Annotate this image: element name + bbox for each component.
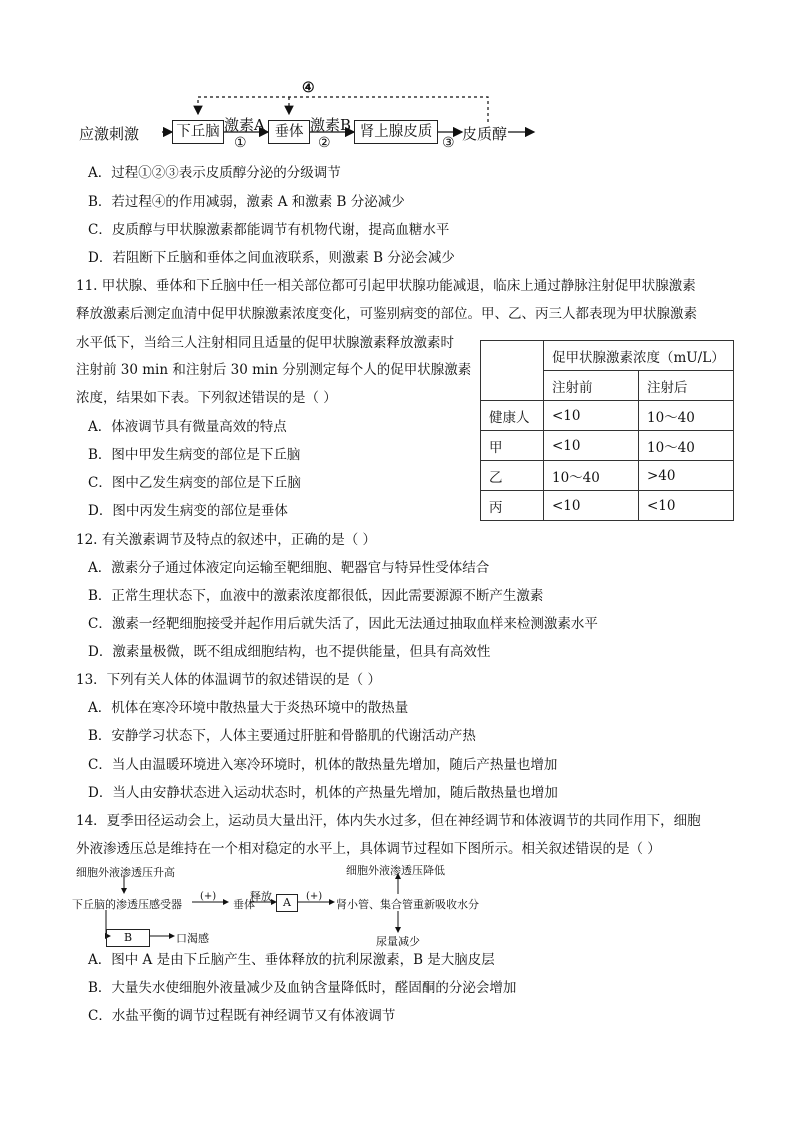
tsh-concentration-table <box>480 340 734 521</box>
release-label: 释放 <box>250 890 272 903</box>
row-name: 甲 <box>481 431 544 461</box>
osmotic-pressure-rise-label: 细胞外液渗透压升高 <box>76 866 175 879</box>
table-row <box>481 431 734 461</box>
row-before: <10 <box>544 491 639 521</box>
q11-stem-line-1: 11. 甲状腺、垂体和下丘脑中任一相关部位都可引起甲状腺功能减退，临床上通过静脉注射促甲状腺激素 <box>76 278 696 294</box>
hormone-a-label: 激素A <box>224 116 265 134</box>
stress-stimulus-label: 应激刺激 <box>79 125 140 143</box>
q14-option-b: B．大量失水使细胞外液量减少及血钠含量降低时，醛固酮的分泌会增加 <box>88 980 517 996</box>
q11-option-d: D．图中丙发生病变的部位是垂体 <box>88 503 288 519</box>
q13-option-b: B．安静学习状态下，人体主要通过肝脏和骨骼肌的代谢活动产热 <box>88 728 476 744</box>
urine-decrease-label: 尿量减少 <box>376 935 420 948</box>
thirst-label: 口渴感 <box>176 932 209 945</box>
table-row <box>481 401 734 431</box>
q10-option-b: B．若过程④的作用减弱，激素 A 和激素 B 分泌减少 <box>88 194 405 210</box>
plus-sign-2: (+) <box>306 891 323 902</box>
q11-stem-line-2: 释放激素后测定血清中促甲状腺激素浓度变化，可鉴别病变的部位。甲、乙、丙三人都表现为甲状腺激素 <box>76 306 697 322</box>
hypothalamus-box: 下丘脑 <box>172 120 224 144</box>
pituitary-label: 垂体 <box>233 898 255 911</box>
row-name: 丙 <box>481 491 544 521</box>
q11-option-c: C．图中乙发生病变的部位是下丘脑 <box>88 475 301 491</box>
table-subheader-before: 注射前 <box>544 371 639 401</box>
q12-stem: 12. 有关激素调节及特点的叙述中，正确的是（ ） <box>76 532 377 548</box>
table-header: 促甲状腺激素浓度（mU/L） <box>544 341 734 371</box>
q12-option-a: A．激素分子通过体液定向运输至靶细胞、靶器官与特异性受体结合 <box>88 560 490 576</box>
q12-option-b: B．正常生理状态下，血液中的激素浓度都很低，因此需要源源不断产生激素 <box>88 588 544 604</box>
adrenal-cortex-box: 肾上腺皮质 <box>354 120 438 144</box>
q13-option-a: A．机体在寒冷环境中散热量大于炎热环境中的散热量 <box>88 700 409 716</box>
table-row <box>481 461 734 491</box>
q13-stem: 13．下列有关人体的体温调节的叙述错误的是（ ） <box>76 672 381 688</box>
table-corner-cell <box>481 341 544 401</box>
row-before: <10 <box>544 401 639 431</box>
q12-option-d: D．激素量极微，既不组成细胞结构，也不提供能量，但具有高效性 <box>88 644 491 660</box>
q11-stem-line-4: 注射前 30 min 和注射后 30 min 分别测定每个人的促甲状腺激素 <box>76 362 472 378</box>
step-2-label: ② <box>318 135 331 151</box>
step-3-label: ③ <box>442 135 455 151</box>
kidney-reabsorption-label: 肾小管、集合管重新吸收水分 <box>336 898 479 911</box>
step-1-label: ① <box>234 135 247 151</box>
osmotic-pressure-fall-label: 细胞外液渗透压降低 <box>346 864 445 877</box>
box-a: A <box>276 894 298 912</box>
row-name: 健康人 <box>481 401 544 431</box>
pituitary-box: 垂体 <box>268 120 310 144</box>
q11-stem-line-5: 浓度，结果如下表。下列叙述错误的是（ ） <box>76 390 337 406</box>
q11-option-a: A．体液调节具有微量高效的特点 <box>88 419 287 435</box>
row-after: 10～40 <box>639 401 734 431</box>
q13-option-c: C．当人由温暖环境进入寒冷环境时，机体的散热量先增加，随后产热量也增加 <box>88 757 558 773</box>
step-4-label: ④ <box>302 80 315 96</box>
q14-option-a: A．图中 A 是由下丘脑产生、垂体释放的抗利尿激素，B 是大脑皮层 <box>88 952 495 968</box>
q10-option-c: C．皮质醇与甲状腺激素都能调节有机物代谢，提高血糖水平 <box>88 222 450 238</box>
osmoreceptor-label: 下丘脑的渗透压感受器 <box>72 898 182 911</box>
cortisol-label: 皮质醇 <box>462 125 508 143</box>
q11-option-b: B．图中甲发生病变的部位是下丘脑 <box>88 447 301 463</box>
q10-option-a: A．过程①②③表示皮质醇分泌的分级调节 <box>88 165 341 181</box>
q12-option-c: C．激素一经靶细胞接受并起作用后就失活了，因此无法通过抽取血样来检测激素水平 <box>88 616 598 632</box>
plus-sign-1: (+) <box>200 891 217 902</box>
table-row <box>481 491 734 521</box>
hormone-b-label: 激素B <box>310 116 352 134</box>
q14-stem-line-1: 14．夏季田径运动会上，运动员大量出汗，体内失水过多，但在神经调节和体液调节的共同作用下，细胞 <box>76 813 701 829</box>
row-before: 10～40 <box>544 461 639 491</box>
q14-stem-line-2: 外液渗透压总是维持在一个相对稳定的水平上，具体调节过程如下图所示。相关叙述错误的是（ ） <box>76 841 661 857</box>
table-subheader-after: 注射后 <box>639 371 734 401</box>
row-after: 10～40 <box>639 431 734 461</box>
box-b: B <box>106 929 150 947</box>
q11-stem-line-3: 水平低下，当给三人注射相同且适量的促甲状腺激素释放激素时 <box>76 335 454 351</box>
row-name: 乙 <box>481 461 544 491</box>
q14-option-c: C．水盐平衡的调节过程既有神经调节又有体液调节 <box>88 1008 396 1024</box>
row-after: <10 <box>639 491 734 521</box>
row-after: >40 <box>639 461 734 491</box>
q13-option-d: D．当人由安静状态进入运动状态时，机体的产热量先增加，随后散热量也增加 <box>88 785 558 801</box>
row-before: <10 <box>544 431 639 461</box>
q10-option-d: D．若阻断下丘脑和垂体之间血液联系，则激素 B 分泌会减少 <box>88 250 455 266</box>
